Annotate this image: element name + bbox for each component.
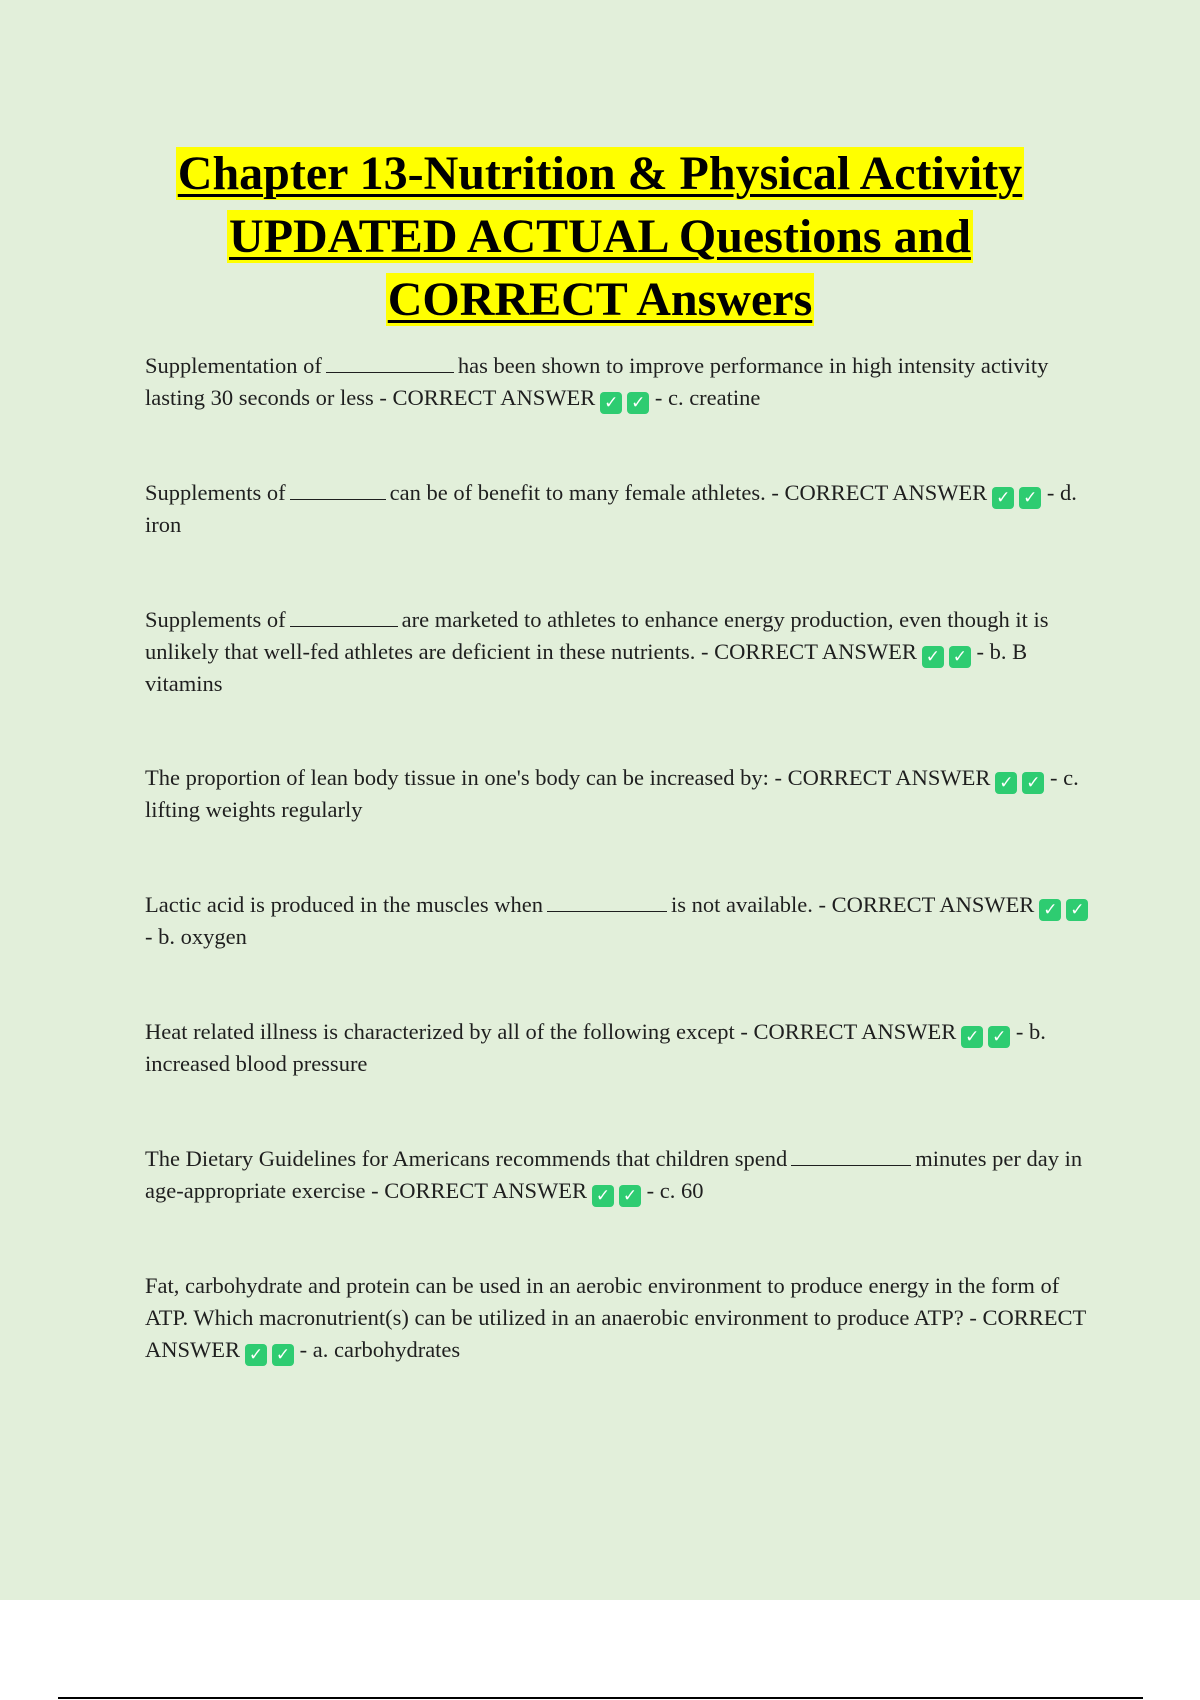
check-mark-icon: ✓	[961, 1026, 983, 1048]
title-line-3: CORRECT Answers	[387, 273, 813, 326]
question-text: The proportion of lean body tissue in one's body can be increased by: - CORRECT ANSWER	[145, 765, 991, 790]
document-title	[100, 142, 1100, 331]
question-text: has been shown to improve performance in high intensity activity lasting 30 seconds or less - CORRECT ANSWER	[145, 353, 1049, 410]
check-mark-icon: ✓	[1019, 487, 1041, 509]
question-item	[145, 604, 1095, 700]
answer-text: - c. creatine	[654, 385, 761, 410]
question-item	[145, 1143, 1095, 1207]
check-mark-icon: ✓	[988, 1026, 1010, 1048]
check-mark-icon: ✓	[949, 646, 971, 668]
question-text: can be of benefit to many female athletes. - CORRECT ANSWER	[389, 480, 988, 505]
answer-text: - b. increased blood pressure	[145, 1019, 1046, 1076]
check-mark-icon: ✓	[922, 646, 944, 668]
question-text: Lactic acid is produced in the muscles when	[145, 892, 543, 917]
title-line-1: Chapter 13-Nutrition & Physical Activity	[177, 147, 1023, 200]
question-text: is not available. - CORRECT ANSWER	[671, 892, 1035, 917]
check-mark-icon: ✓	[245, 1344, 267, 1366]
check-mark-icon: ✓	[992, 487, 1014, 509]
question-item	[145, 1016, 1095, 1080]
question-item	[145, 350, 1095, 414]
check-mark-icon: ✓	[1066, 899, 1088, 921]
question-text: Fat, carbohydrate and protein can be used in an aerobic environment to produce energy in the form of ATP. Which macronutrient(s) can be utilized in an anaerobic environment to produce ATP? - CORRECT ANSWER	[145, 1273, 1086, 1362]
question-item	[145, 889, 1095, 953]
answer-text: - c. 60	[646, 1178, 704, 1203]
answer-text: - d. iron	[145, 480, 1077, 537]
answer-text: - a. carbohydrates	[299, 1337, 461, 1362]
answer-blank	[290, 604, 398, 627]
question-text: The Dietary Guidelines for Americans recommends that children spend	[145, 1146, 788, 1171]
check-mark-icon: ✓	[272, 1344, 294, 1366]
question-text: Supplements of	[145, 480, 286, 505]
check-mark-icon: ✓	[592, 1185, 614, 1207]
check-mark-icon: ✓	[995, 772, 1017, 794]
question-text: minutes per day in age-appropriate exercise - CORRECT ANSWER	[145, 1146, 1083, 1203]
check-mark-icon: ✓	[600, 392, 622, 414]
check-mark-icon: ✓	[1039, 899, 1061, 921]
answer-blank	[290, 477, 386, 500]
answer-blank	[791, 1143, 911, 1166]
question-item	[145, 477, 1095, 541]
question-text: Heat related illness is characterized by all of the following except - CORRECT ANSWER	[145, 1019, 957, 1044]
check-mark-icon: ✓	[627, 392, 649, 414]
answer-blank	[326, 350, 454, 373]
answer-text: - c. lifting weights regularly	[145, 765, 1079, 822]
question-text: are marketed to athletes to enhance energy production, even though it is unlikely that well-fed athletes are deficient in these nutrients. - CORRECT ANSWER	[145, 607, 1049, 664]
title-line-2: UPDATED ACTUAL Questions and	[229, 210, 971, 263]
question-item	[145, 1270, 1095, 1366]
footer-divider	[58, 1697, 1143, 1699]
question-text: Supplements of	[145, 607, 286, 632]
answer-text: - b. B vitamins	[145, 639, 1028, 696]
question-item	[145, 762, 1095, 826]
answer-text: - b. oxygen	[145, 924, 247, 949]
question-text: Supplementation of	[145, 353, 322, 378]
answer-blank	[547, 889, 667, 912]
check-mark-icon: ✓	[619, 1185, 641, 1207]
check-mark-icon: ✓	[1022, 772, 1044, 794]
